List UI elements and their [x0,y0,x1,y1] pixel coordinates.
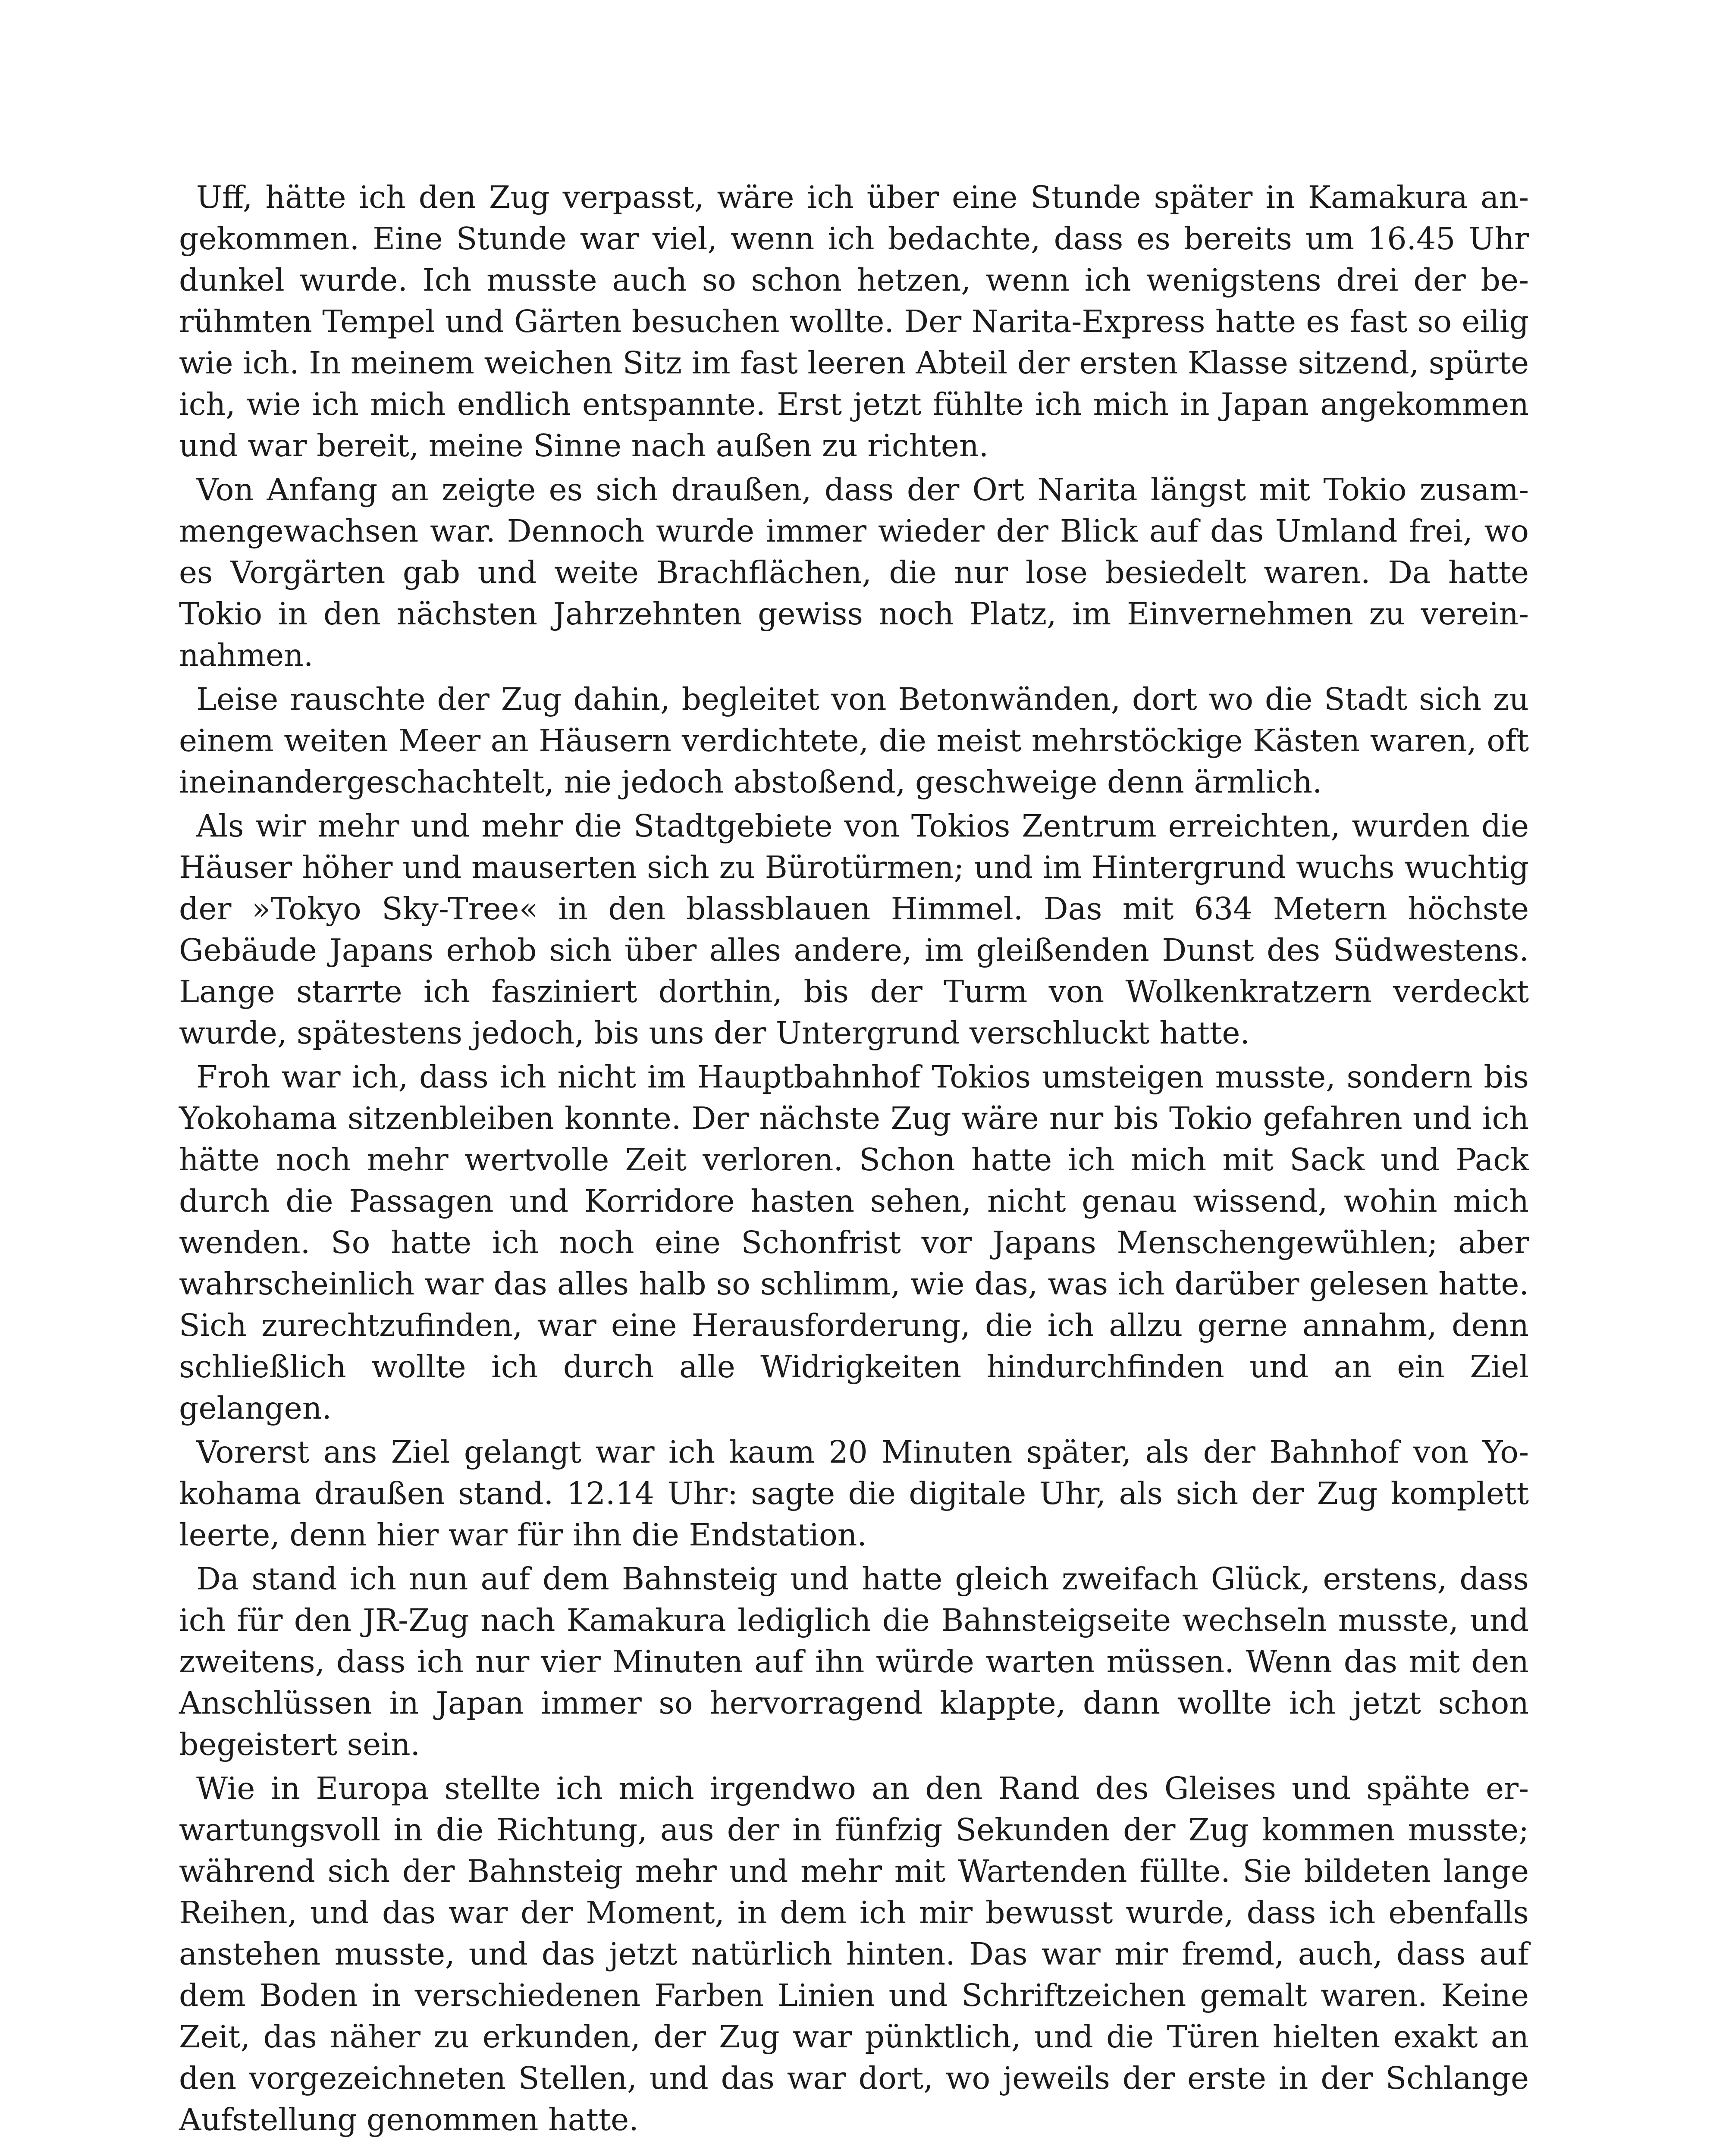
paragraph: Uff, hätte ich den Zug verpasst, wäre ich über eine Stunde später in Kamakura angekommen. Eine Stunde war viel, wenn ich bedachte, dass es bereits um 16.45 Uhr dunkel wurde. Ich musste auch so schon hetzen, wenn ich wenigstens drei der berühmten Tempel und Gärten besuchen wollte. Der Narita-Express hatte es fast so eilig wie ich. In meinem weichen Sitz im fast leeren Abteil der ersten Klasse sitzend, spürte ich, wie ich mich endlich entspannte. Erst jetzt fühlte ich mich in Japan angekommen und war bereit, meine Sinne nach außen zu richten. [179,179,1529,464]
paragraph: Wie in Europa stellte ich mich irgendwo an den Rand des Gleises und spähte erwartungsvoll in die Richtung, aus der in fünfzig Sekunden der Zug kommen musste; während sich der Bahnsteig mehr und mehr mit Wartenden füllte. Sie bildeten lange Reihen, und das war der Moment, in dem ich mir bewusst wurde, dass ich ebenfalls anstehen musste, und das jetzt natürlich hinten. Das war mir fremd, auch, dass auf dem Boden in verschiedenen Farben Linien und Schriftzeichen gemalt waren. Keine Zeit, das näher zu erkunden, der Zug war pünktlich, und die Türen hielten exakt an den vorgezeichneten Stellen, und das war dort, wo jeweils der erste in der Schlange Aufstellung genommen hatte. [179,1771,1529,2137]
paragraph: Leise rauschte der Zug dahin, begleitet von Betonwänden, dort wo die Stadt sich zu einem weiten Meer an Häusern verdichtete, die meist mehrstöckige Kästen waren, oft ineinandergeschachtelt, nie jedoch abstoßend, geschweige denn ärmlich. [179,681,1529,800]
body-text [179,177,1529,2140]
paragraph: Als wir mehr und mehr die Stadtgebiete von Tokios Zentrum erreichten, wurden die Häuser höher und mauserten sich zu Bürotürmen; und im Hintergrund wuchs wuchtig der »Tokyo Sky-Tree« in den blassblauen Himmel. Das mit 634 Metern höchste Gebäude Japans erhob sich über alles andere, im gleißenden Dunst des Südwestens. Lange starrte ich fasziniert dorthin, bis der Turm von Wolkenkratzern verdeckt wurde, spätestens jedoch, bis uns der Untergrund verschluckt hatte. [179,808,1529,1051]
paragraph: Da stand ich nun auf dem Bahnsteig und hatte gleich zweifach Glück, erstens, dass ich für den JR-Zug nach Kamakura lediglich die Bahnsteigseite wechseln musste, und zweitens, dass ich nur vier Minuten auf ihn würde warten müssen. Wenn das mit den Anschlüssen in Japan immer so hervorragend klappte, dann wollte ich jetzt schon begeistert sein. [179,1561,1529,1762]
paragraph: Vorerst ans Ziel gelangt war ich kaum 20 Minuten später, als der Bahnhof von Yokohama draußen stand. 12.14 Uhr: sagte die digitale Uhr, als sich der Zug komplett leerte, denn hier war für ihn die Endstation. [179,1434,1529,1553]
paragraph: Von Anfang an zeigte es sich draußen, dass der Ort Narita längst mit Tokio zusammengewachsen war. Dennoch wurde immer wieder der Blick auf das Umland frei, wo es Vorgärten gab und weite Brachflächen, die nur lose besiedelt waren. Da hatte Tokio in den nächsten Jahrzehnten gewiss noch Platz, im Einvernehmen zu vereinnahmen. [179,472,1529,673]
paragraph: Froh war ich, dass ich nicht im Hauptbahnhof Tokios umsteigen musste, sondern bis Yokohama sitzenbleiben konnte. Der nächste Zug wäre nur bis Tokio gefahren und ich hätte noch mehr wertvolle Zeit verloren. Schon hatte ich mich mit Sack und Pack durch die Passagen und Korridore hasten sehen, nicht genau wissend, wohin mich wenden. So hatte ich noch eine Schonfrist vor Japans Menschengewühlen; aber wahrscheinlich war das alles halb so schlimm, wie das, was ich darüber gelesen hatte. Sich zurechtzufinden, war eine Herausforderung, die ich allzu gerne annahm, denn schließlich wollte ich durch alle Widrigkeiten hindurchfinden und an ein Ziel gelangen. [179,1059,1529,1426]
